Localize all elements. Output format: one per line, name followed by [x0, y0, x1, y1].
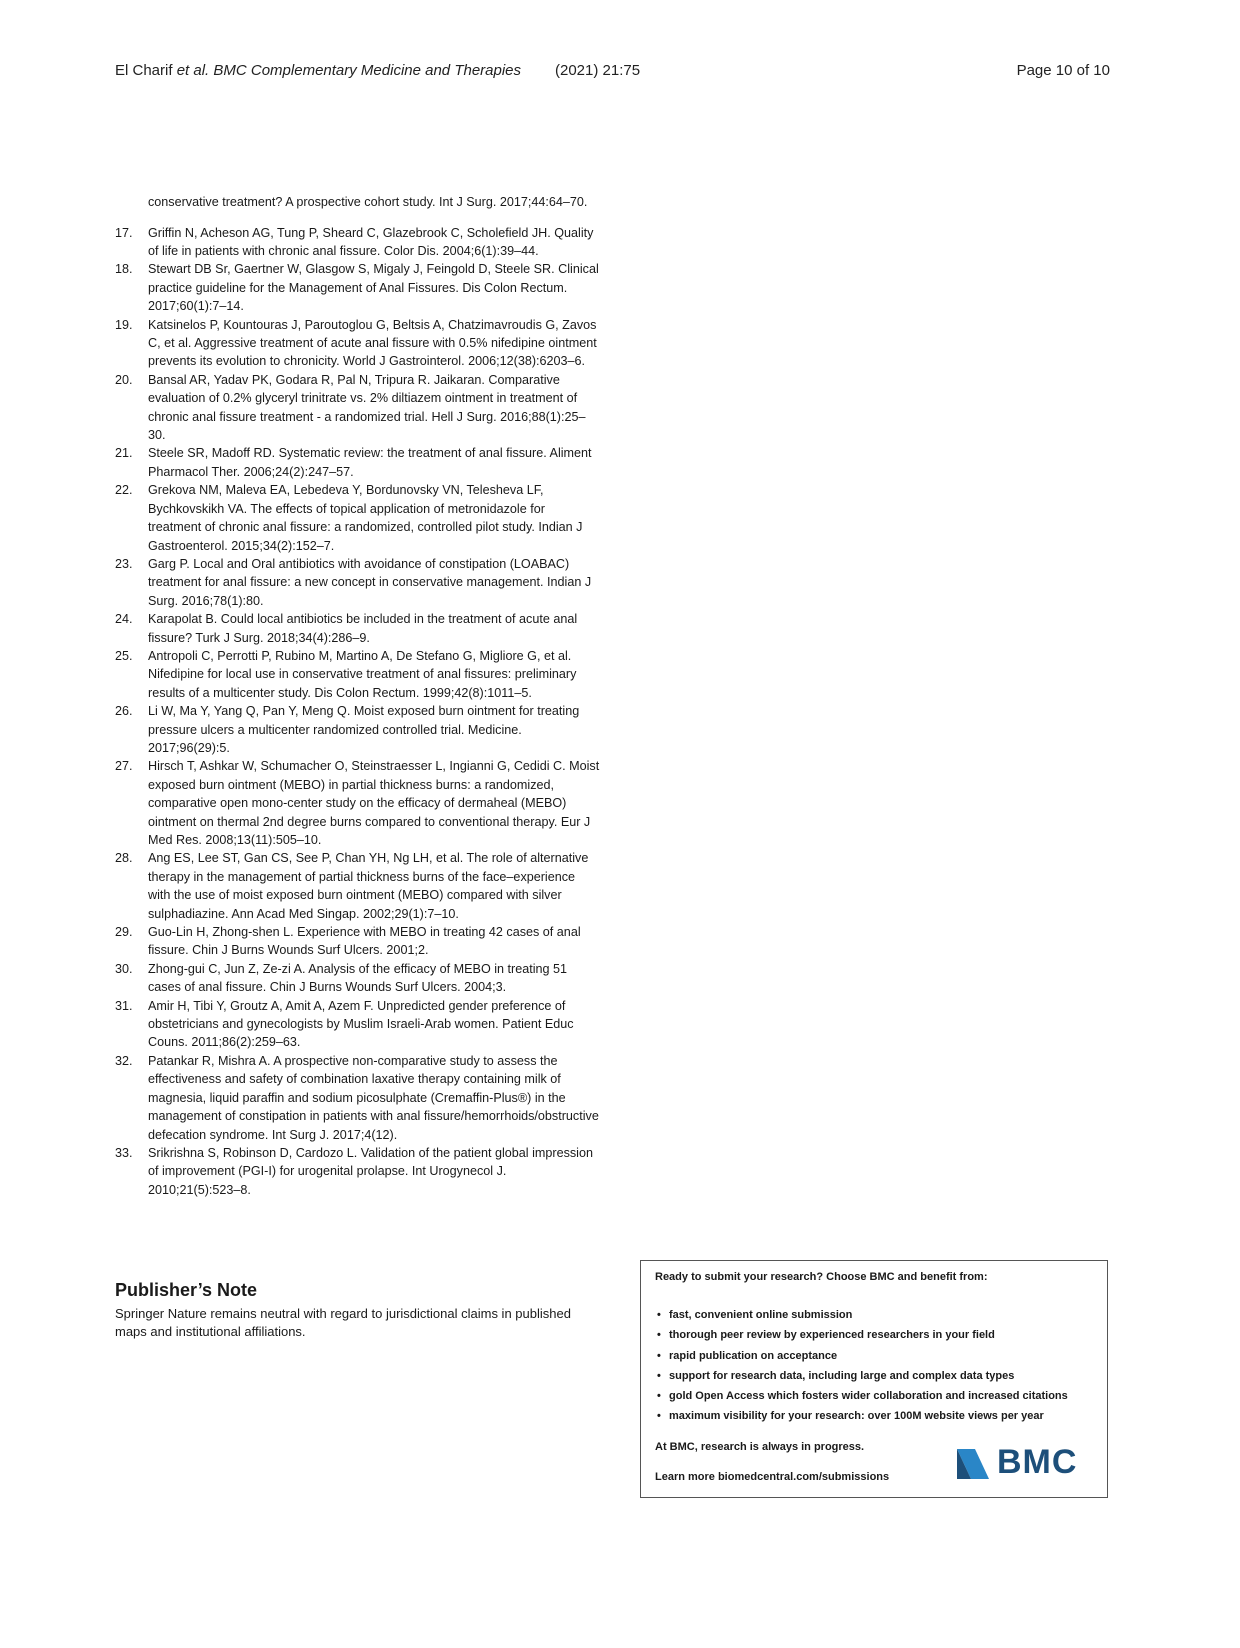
header-etal: et al.: [176, 62, 210, 79]
bmc-benefit-item: [655, 1406, 1093, 1426]
reference-items: [115, 224, 600, 1200]
header-year: (2021) 21:75: [555, 62, 641, 79]
publishers-note: [115, 1280, 575, 1342]
reference-item: [115, 224, 600, 261]
reference-text: Antropoli C, Perrotti P, Rubino M, Martino A, De Stefano G, Migliore G, et al. Nifedipine for local use in conservative treatment of anal fissures: preliminary results of a multicenter study. Dis Colon Rectum. 1999;42(8):1011–5.: [148, 648, 577, 700]
reference-number: 26.: [115, 704, 133, 719]
reference-text: Karapolat B. Could local antibiotics be included in the treatment of acute anal fissure? Turk J Surg. 2018;34(4):286–9.: [148, 612, 578, 645]
bmc-benefit-item: [655, 1305, 1093, 1325]
reference-item: [115, 997, 600, 1052]
reference-text: Hirsch T, Ashkar W, Schumacher O, Steinstraesser L, Ingianni G, Cedidi C. Moist exposed burn ointment (MEBO) in partial thickness burns: a randomized, comparative open mono-center study on the efficacy of dermaheal (MEBO) ointment on thermal 2nd degree burns compared to conventional therapy. Eur J Med Res. 2008;13(11):505–10.: [148, 759, 600, 847]
bmc-benefit-item: [655, 1325, 1093, 1345]
reference-number: 31.: [115, 998, 133, 1013]
header-author: El Charif: [115, 62, 177, 79]
reference-number: 17.: [115, 225, 133, 240]
reference-item: [115, 960, 600, 997]
bmc-benefit-text: gold Open Access which fosters wider collaboration and increased citations: [669, 1390, 1068, 1403]
bmc-benefit-text: fast, convenient online submission: [669, 1309, 853, 1321]
reference-text: Grekova NM, Maleva EA, Lebedeva Y, Bordunovsky VN, Telesheva LF, Bychkovskikh VA. The effects of topical application of metronidazole for treatment of chronic anal fissure: a randomized, controlled pilot study. Indian J Gastroenterol. 2015;34(2):152–7.: [148, 483, 583, 553]
reference-text: Katsinelos P, Kountouras J, Paroutoglou G, Beltsis A, Chatzimavroudis G, Zavos C, et al. Aggressive treatment of acute anal fissure with 0.5% nifedipine ointment prevents its evolution to chronicity. World J Gastrointerol. 2006;12(38):6203–6.: [148, 317, 597, 369]
bullet-icon: •: [657, 1390, 661, 1403]
reference-text: Guo-Lin H, Zhong-shen L. Experience with MEBO in treating 42 cases of anal fissure. Chin J Burns Wounds Surf Ulcers. 2001;2.: [148, 925, 581, 958]
reference-number: 24.: [115, 612, 133, 627]
bmc-ready-text: Ready to submit your research? Choose BMC and benefit from:: [655, 1271, 988, 1283]
reference-text: Zhong-gui C, Jun Z, Ze-zi A. Analysis of the efficacy of MEBO in treating 51 cases of anal fissure. Chin J Burns Wounds Surf Ulcers. 2004;3.: [148, 961, 568, 995]
page-number: Page 10 of 10: [1016, 62, 1110, 79]
bmc-benefit-text: maximum visibility for your research: over 100M website views per year: [669, 1410, 1044, 1423]
reference-item: [115, 444, 600, 481]
reference-item: [115, 849, 600, 923]
header-journal: BMC Complementary Medicine and Therapies: [209, 62, 522, 79]
running-header: [115, 62, 1110, 86]
reference-item: [115, 647, 600, 702]
reference-number: 28.: [115, 851, 133, 866]
bmc-benefit-item: [655, 1366, 1093, 1386]
reference-list: [115, 180, 600, 1199]
bullet-icon: •: [657, 1369, 661, 1382]
reference-number: 20.: [115, 372, 133, 387]
bmc-learn-more-link[interactable]: Learn more biomedcentral.com/submissions: [655, 1471, 890, 1483]
reference-number: 30.: [115, 961, 133, 976]
reference-text: Griffin N, Acheson AG, Tung P, Sheard C, Glazebrook C, Scholefield JH. Quality of life in patients with chronic anal fissure. Color Dis. 2004;6(1):39–44.: [148, 225, 594, 258]
publishers-note-text: Springer Nature remains neutral with regard to jurisdictional claims in published maps and institutional affiliations.: [115, 1306, 571, 1340]
bullet-icon: •: [657, 1349, 661, 1362]
bullet-icon: •: [657, 1309, 661, 1321]
reference-text: Stewart DB Sr, Gaertner W, Glasgow S, Migaly J, Feingold D, Steele SR. Clinical practice guideline for the Management of Anal Fissures. Dis Colon Rectum. 2017;60(1):7–14.: [148, 262, 599, 314]
reference-item: [115, 316, 600, 371]
reference-text: Ang ES, Lee ST, Gan CS, See P, Chan YH, Ng LH, et al. The role of alternative therapy in the management of partial thickness burns of the face–experience with the use of moist exposed burn ointment (MEBO) compared with silver sulphadiazine. Ann Acad Med Singap. 2002;29(1):7–10.: [148, 851, 589, 921]
reference-text: Steele SR, Madoff RD. Systematic review: the treatment of anal fissure. Aliment Pharmacol Ther. 2006;24(2):247–57.: [148, 446, 592, 479]
bullet-icon: •: [657, 1410, 661, 1423]
reference-item: [115, 610, 600, 647]
reference-text: Garg P. Local and Oral antibiotics with avoidance of constipation (LOABAC) treatment for anal fissure: a new concept in conservative management. Indian J Surg. 2016;78(1):80.: [148, 556, 592, 608]
reference-text: Bansal AR, Yadav PK, Godara R, Pal N, Tripura R. Jaikaran. Comparative evaluation of 0.2% glyceryl trinitrate vs. 2% diltiazem ointment in treatment of chronic anal fissure treatment - a randomized trial. Hell J Surg. 2016;88(1):25–30.: [148, 372, 586, 443]
publishers-note-title: Publisher’s Note: [115, 1280, 258, 1300]
reference-item: [115, 555, 600, 610]
bmc-benefit-text: thorough peer review by experienced researchers in your field: [669, 1329, 995, 1342]
reference-item: [115, 260, 600, 315]
reference-number: 22.: [115, 483, 133, 498]
reference-number: 32.: [115, 1053, 133, 1068]
bmc-benefit-item: [655, 1346, 1093, 1366]
journal-citation: [115, 62, 521, 79]
bmc-benefit-text: support for research data, including large and complex data types: [669, 1369, 1015, 1382]
bmc-submission-box: [640, 1260, 1108, 1498]
reference-number: 29.: [115, 925, 133, 940]
reference-item: [115, 702, 600, 757]
bmc-benefits-list: [655, 1305, 1093, 1427]
reference-text: Patankar R, Mishra A. A prospective non-comparative study to assess the effectiveness and safety of combination laxative therapy containing milk of magnesia, liquid paraffin and sodium picosulphate (Cremaffin-Plus®) in the management of constipation in patients with anal fissure/hemorrhoids/obstructive defecation syndrome. Int Surg J. 2017;4(12).: [148, 1053, 599, 1142]
bmc-benefit-item: [655, 1386, 1093, 1406]
reference-number: 18.: [115, 262, 133, 277]
reference-number: 21.: [115, 446, 133, 461]
reference-text: Li W, Ma Y, Yang Q, Pan Y, Meng Q. Moist exposed burn ointment for treating pressure ulcers a multicenter randomized controlled trial. Medicine. 2017;96(29):5.: [148, 704, 580, 755]
bmc-logo: [957, 1443, 1093, 1481]
reference-item: [115, 1052, 600, 1144]
reference-item: [115, 481, 600, 555]
bmc-logo-text: BMC: [997, 1443, 1078, 1481]
reference-continuation: conservative treatment? A prospective cohort study. Int J Surg. 2017;44:64–70.: [148, 194, 588, 209]
reference-number: 19.: [115, 317, 133, 332]
reference-text: Amir H, Tibi Y, Groutz A, Amit A, Azem F. Unpredicted gender preference of obstetricians and gynecologists by Muslim Israeli-Arab women. Patient Educ Couns. 2011;86(2):259–63.: [148, 998, 574, 1050]
reference-text: Srikrishna S, Robinson D, Cardozo L. Validation of the patient global impression of improvement (PGI-I) for urogenital prolapse. Int Urogynecol J. 2010;21(5):523–8.: [148, 1145, 593, 1197]
reference-number: 27.: [115, 759, 133, 774]
bmc-benefit-text: rapid publication on acceptance: [669, 1349, 838, 1362]
reference-item: [115, 757, 600, 849]
reference-item: [115, 371, 600, 445]
bmc-logo-icon: [957, 1449, 989, 1479]
reference-number: 25.: [115, 648, 133, 663]
reference-item: [115, 1144, 600, 1199]
reference-number: 33.: [115, 1145, 133, 1160]
bmc-progress-text: At BMC, research is always in progress.: [655, 1441, 865, 1453]
reference-item: [115, 923, 600, 960]
bullet-icon: •: [657, 1329, 661, 1342]
reference-number: 23.: [115, 556, 133, 571]
